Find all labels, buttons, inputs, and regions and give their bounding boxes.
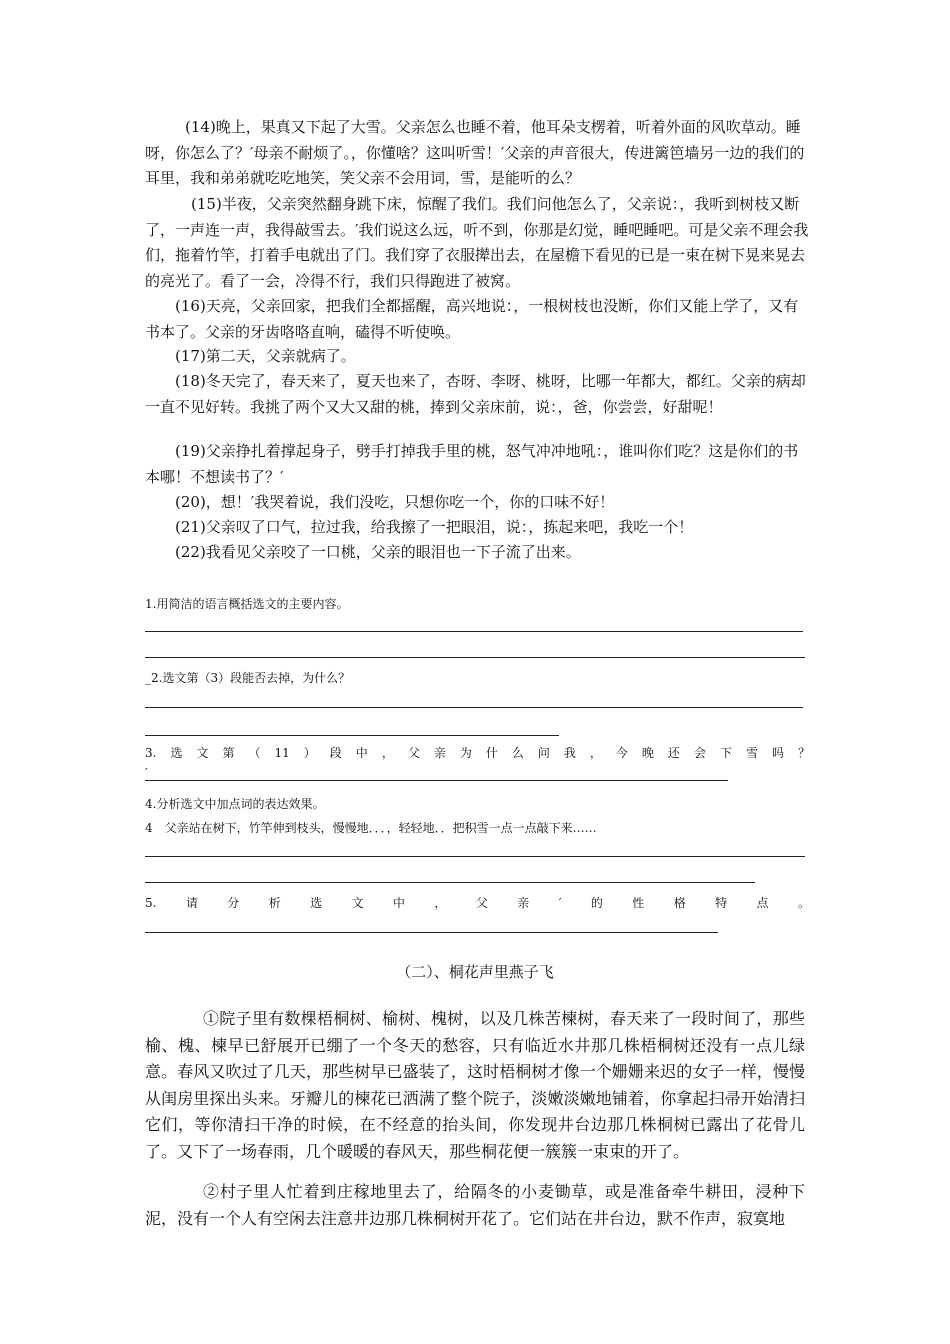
- question-1: 1.用简洁的语言概括选文的主要内容。: [145, 597, 349, 611]
- question-5: 5.请分析选文中，父亲′的性格特点。: [145, 896, 810, 910]
- section-title: （二）、桐花声里燕子飞: [396, 963, 554, 981]
- story-paragraph-15: (15)半夜，父亲突然翻身跳下床，惊醒了我们。我们问他怎么了，父亲说：，我听到树枝又断了，一声连一声，我得敲雪去。′我们说这么远，听不到，你那是幻觉，睡吧睡吧。可是父亲不理会我们，拖着竹竿，打着手电就出了门。我们穿了衣服撵出去，在屋檐下看见的已是一束在树下晃来晃去的亮光了。看了一会，冷得不行，我们只得跑进了被窝。: [145, 195, 809, 290]
- story-paragraph-19: (19)父亲挣扎着撑起身子，劈手打掉我手里的桃，怒气冲冲地吼：，谁叫你们吃？这是你们的书本哪！不想读书了？′: [145, 442, 799, 486]
- question-3-quote: ′: [145, 766, 148, 780]
- story-paragraph-14: (14)晚上，果真又下起了大雪。父亲怎么也睡不着，他耳朵支楞着，听着外面的风吹草动。睡呀，你怎么了？′母亲不耐烦了。，你懂啥？这叫听雪！′父亲的声音很大，传进篱笆墙另一边的我们的耳里，我和弟弟就吃吃地笑，笑父亲不会用词，雪，是能听的么？: [145, 118, 805, 188]
- story-paragraph-20: (20)，想！′我哭着说，我们没吃，只想你吃一个，你的口味不好！: [175, 493, 615, 511]
- answer-line[interactable]: [145, 856, 805, 857]
- answer-line[interactable]: [145, 631, 803, 632]
- answer-line[interactable]: [145, 657, 805, 658]
- story-paragraph-18: (18)冬天完了，春天来了，夏天也来了，杏呀、李呀、桃呀，比哪一年都大，都红。父亲的病却一直不见好转。我挑了两个又大又甜的桃，捧到父亲床前，说：，爸，你尝尝，好甜呢！: [145, 372, 806, 416]
- answer-line[interactable]: [145, 735, 559, 736]
- question-4-item: 4 父亲站在树下，竹竿伸到枝头，慢慢地．．．，轻轻地．．把积雪一点一点敲下来……: [145, 821, 597, 835]
- story-paragraph-22: (22)我看见父亲咬了一口桃，父亲的眼泪也一下子流了出来。: [175, 543, 581, 561]
- question-4: 4.分析选文中加点词的表达效果。: [145, 797, 325, 811]
- article-paragraph-2: ②村子里人忙着到庄稼地里去了，给隔冬的小麦锄草，或是准备牵牛耕田，浸种下泥，没有一个人有空闲去注意井边那几株桐树开花了。它们站在井台边，默不作声，寂寞地: [145, 1182, 805, 1228]
- answer-line[interactable]: [145, 932, 718, 933]
- story-paragraph-17: (17)第二天，父亲就病了。: [175, 347, 356, 365]
- question-2: _2.选文第（3）段能否去掉，为什么？: [145, 671, 351, 685]
- question-3: 3.选文第（11）段中，父亲为什么问我，今晚还会下雪吗？: [145, 746, 810, 760]
- answer-line[interactable]: [145, 780, 728, 781]
- answer-line[interactable]: [145, 707, 803, 708]
- answer-line[interactable]: [145, 882, 755, 883]
- story-paragraph-21: (21)父亲叹了口气，拉过我，给我擦了一把眼泪，说：，拣起来吧，我吃一个！: [175, 518, 694, 536]
- article-paragraph-1: ①院子里有数棵梧桐树、榆树、槐树，以及几株苦楝树，春天来了一段时间了，那些榆、槐、楝早已舒展开已绷了一个冬天的愁容，只有临近水井那几株梧桐树还没有一点儿绿意。春风又吹过了几天，那些树早已盛装了，这时梧桐树才像一个姗姗来迟的女子一样，慢慢从闺房里探出头来。牙瓣儿的楝花已洒满了整个院子，淡嫩淡嫩地铺着，你拿起扫帚开始清扫它们，等你清扫干净的时候，在不经意的抬头间，你发现井台边那几株桐树已露出了花骨儿了。又下了一场春雨，几个暖暖的春风天，那些桐花便一簇簇一束束的开了。: [145, 1009, 805, 1161]
- story-paragraph-16: (16)天亮，父亲回家，把我们全都摇醒，高兴地说：，一根树枝也没断，你们又能上学了，又有书本了。父亲的牙齿咯咯直响，磕得不听使唤。: [145, 297, 799, 341]
